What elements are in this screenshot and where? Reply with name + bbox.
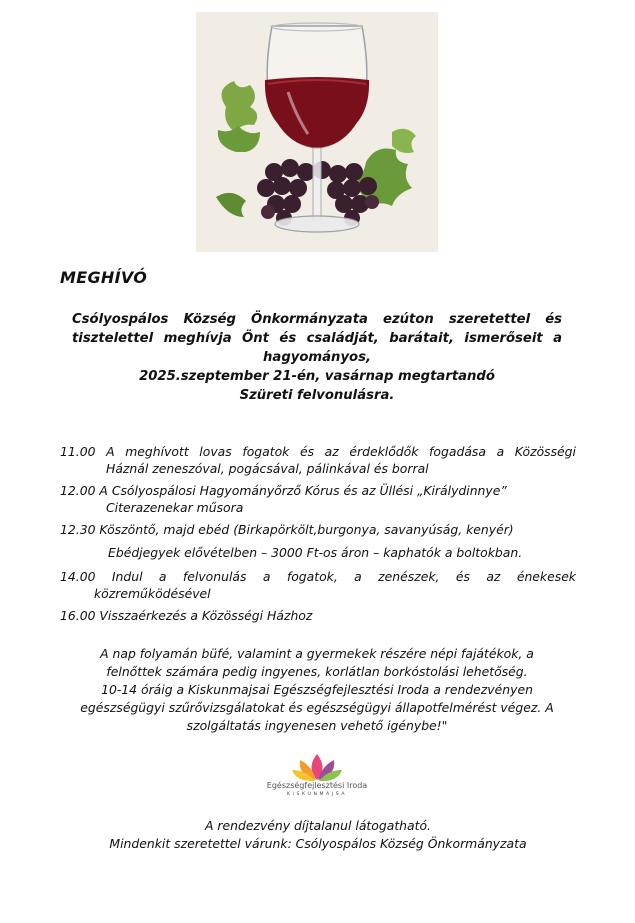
schedule-item-text: 16.00 Visszaérkezés a Közösségi Házhoz bbox=[60, 608, 313, 623]
schedule bbox=[60, 444, 576, 631]
footer-line: Mindenkit szeretettel várunk: Csólyospálos Község Önkormányzata bbox=[109, 836, 527, 851]
event-date: 2025.szeptember 21-én, vasárnap megtartandó bbox=[139, 369, 495, 384]
schedule-item-text: 11.00 A meghívott lovas fogatok és az érdeklődők fogadása a Közösségi bbox=[60, 444, 576, 459]
info-line: egészségügyi szűrővizsgálatokat és egészségügyi állapotfelmérést végez. A bbox=[80, 700, 554, 715]
logo-name: Egészségfejlesztési Iroda bbox=[266, 781, 368, 790]
schedule-item bbox=[60, 608, 576, 625]
ticket-note: Ebédjegyek elővételben – 3000 Ft-os áron – kaphatók a boltokban. bbox=[108, 544, 523, 560]
invitation-intro bbox=[72, 310, 562, 405]
intro-line: Csólyospálos Község Önkormányzata ezúton szeretettel és bbox=[72, 312, 562, 327]
schedule-item bbox=[60, 569, 576, 602]
footer bbox=[60, 817, 576, 853]
info-line: felnőttek számára pedig ingyenes, korlátlan borkóstolási lehetőség. bbox=[106, 664, 528, 679]
schedule-item-text: 14.00 Indul a felvonulás a fogatok, a zenészek, és az énekesek bbox=[60, 569, 576, 584]
event-name: Szüreti felvonulásra. bbox=[239, 388, 395, 403]
schedule-item-continuation: közreműködésével bbox=[94, 585, 211, 601]
info-line: A nap folyamán büfé, valamint a gyermekek részére népi fajátékok, a bbox=[100, 646, 534, 661]
schedule-item-continuation: Citerazenekar műsora bbox=[106, 499, 244, 515]
wine-glass-illustration bbox=[196, 12, 438, 252]
additional-info bbox=[64, 645, 570, 735]
lotus-icon bbox=[262, 750, 372, 782]
schedule-item bbox=[60, 483, 576, 516]
info-line: szolgáltatás ingyenesen vehető igénybe!" bbox=[186, 718, 448, 733]
schedule-item bbox=[60, 444, 576, 477]
schedule-item-text: 12.30 Köszöntő, majd ebéd (Birkapörkölt,burgonya, savanyúság, kenyér) bbox=[60, 522, 514, 537]
schedule-item bbox=[60, 522, 576, 539]
info-line: 10-14 óráig a Kiskunmajsai Egészségfejlesztési Iroda a rendezvényen bbox=[101, 682, 533, 697]
logo-subtitle: KISKUNMAJSA bbox=[286, 792, 348, 797]
page-title: MEGHÍVÓ bbox=[60, 268, 148, 287]
intro-line: hagyományos, bbox=[263, 350, 371, 365]
health-office-logo bbox=[262, 750, 372, 810]
intro-line: tisztelettel meghívja Önt és családját, barátait, ismerőseit a bbox=[72, 331, 562, 346]
schedule-item-text: 12.00 A Csólyospálosi Hagyományőrző Kórus és az Üllési „Királydinnye” bbox=[60, 483, 507, 498]
footer-line: A rendezvény díjtalanul látogatható. bbox=[205, 818, 431, 833]
schedule-item-continuation: Háznál zeneszóval, pogácsával, pálinkával és borral bbox=[106, 460, 429, 476]
